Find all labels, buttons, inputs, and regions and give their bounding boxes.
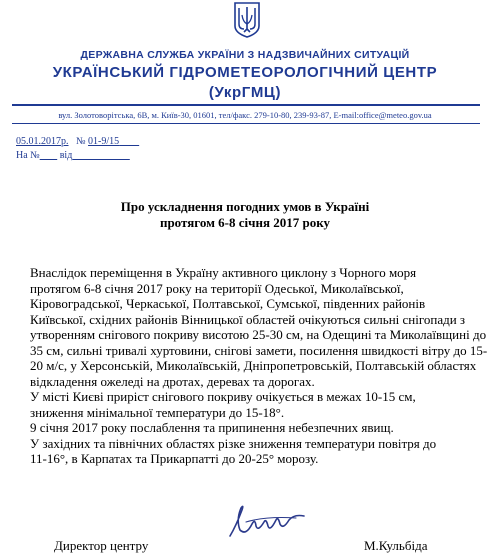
document-title: Про ускладнення погодних умов в Україні — [120, 199, 370, 214]
coat-of-arms-icon — [234, 2, 260, 38]
body-line: відкладення ожеледі на дротах, деревах та дорогах. — [30, 373, 315, 389]
body-line: 9 січня 2017 року послаблення та припинення небезпечних явищ. — [30, 420, 394, 435]
contact-line: вул. Золотоворітська, 6В, м. Київ-30, 01601, тел/факс. 279-10-80, 239-93-87, E-mail:office@meteo.gov.ua — [58, 110, 432, 120]
body-line: утворенням снігового покриву висотою 25-30 см, на Одещині та Миколаївщині до — [30, 327, 487, 342]
center-name: УКРАЇНСЬКИЙ ГІДРОМЕТЕОРОЛОГІЧНИЙ ЦЕНТР — [52, 64, 438, 81]
incoming-from-label: від — [59, 150, 73, 161]
incoming-reference — [16, 150, 130, 161]
body-line: У місті Києві приріст снігового покриву очікується в межах 10-15 см, — [30, 389, 416, 404]
body-line: протягом 6-8 січня 2017 року на території Одеської, Миколаївської, — [30, 280, 404, 296]
signatory-position: Директор центру — [54, 538, 149, 553]
date-suffix: р. — [61, 136, 69, 147]
incoming-label: На № — [16, 150, 40, 161]
body-line: Внаслідок переміщення в Україну активного циклону з Чорного моря — [30, 265, 417, 280]
center-abbreviation: (УкрГМЦ) — [208, 84, 282, 101]
agency-name: ДЕРЖАВНА СЛУЖБА УКРАЇНИ З НАДЗВИЧАЙНИХ СИТУАЦІЙ — [80, 49, 410, 61]
letterhead-divider — [12, 104, 480, 106]
outgoing-date: 05.01.2017 — [16, 136, 61, 147]
body-line: зниження мінімальної температури до 15-18°. — [30, 404, 285, 420]
body-line: 20 м/с, у Херсонській, Миколаївській, Дніпропетровській, Полтавській областях — [30, 358, 477, 373]
document-body — [30, 265, 490, 467]
body-line: 35 см, сильні тривалі хуртовини, снігові замети, посилення швидкості вітру до 15- — [30, 342, 488, 358]
outgoing-reference — [16, 136, 139, 147]
body-line: У західних та північних областях різке зниження температури повітря до — [30, 435, 437, 451]
signatory-name: М.Кульбіда — [364, 538, 428, 553]
number-label: № — [76, 136, 86, 147]
document-subtitle: протягом 6-8 січня 2017 року — [159, 215, 331, 230]
outgoing-number: 01-9/15 — [88, 136, 120, 147]
body-line: Київської, східних районів Вінницької областей очікуються сильні снігопади з — [30, 311, 466, 327]
body-line: 11-16°, в Карпатах та Прикарпатті до 20-25° морозу. — [30, 451, 319, 466]
handwritten-signature — [226, 496, 308, 542]
body-line: Кіровоградської, Черкаської, Полтавської, Сумської, південних районів — [30, 296, 426, 311]
contact-divider — [12, 123, 480, 124]
